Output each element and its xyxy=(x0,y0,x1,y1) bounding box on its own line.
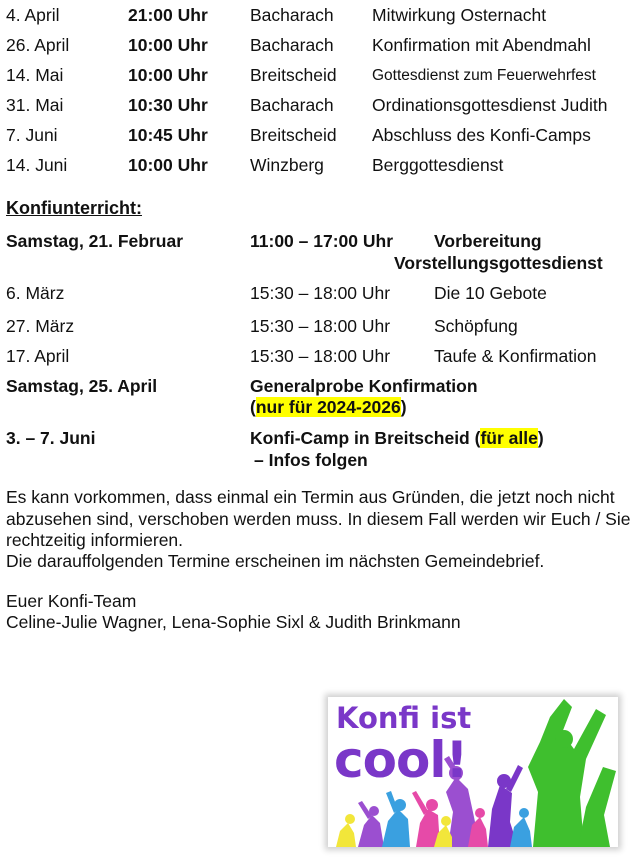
paren-open: ( xyxy=(250,397,256,417)
event-date: 26. April xyxy=(6,35,70,55)
highlight-nur-fuer: nur für 2024-2026 xyxy=(255,397,401,417)
event-time: 10:45 Uhr xyxy=(128,125,208,145)
unterricht-time: 15:30 – 18:00 Uhr xyxy=(250,346,391,366)
unterricht-description: Schöpfung xyxy=(434,316,518,336)
event-place: Winzberg xyxy=(250,155,324,175)
event-date: 31. Mai xyxy=(6,95,64,115)
event-date: 14. Juni xyxy=(6,155,68,175)
unterricht-date: 6. März xyxy=(6,283,65,303)
unterricht-description: Taufe & Konfirmation xyxy=(434,346,597,366)
notice-paragraph: Es kann vorkommen, dass einmal ein Termin aus Gründen, die jetzt noch nicht abzusehen sind, verschoben werden muss. In diesem Fall werden wir Euch / Sie rechtzeitig informieren. xyxy=(6,487,631,550)
signature-greeting: Euer Konfi-Team xyxy=(6,591,137,611)
unterricht-date: Samstag, 25. April xyxy=(6,376,158,396)
unterricht-description-line2: Vorstellungsgottesdienst xyxy=(394,253,603,273)
event-date: 7. Juni xyxy=(6,125,58,145)
event-time: 10:00 Uhr xyxy=(128,35,208,55)
unterricht-description: Vorbereitung xyxy=(434,231,542,251)
event-place: Bacharach xyxy=(250,95,334,115)
event-place: Breitscheid xyxy=(250,125,337,145)
unterricht-date: 3. – 7. Juni xyxy=(6,428,96,448)
logo-text-line2: cool! xyxy=(334,731,468,789)
event-time: 10:00 Uhr xyxy=(128,65,208,85)
unterricht-description: Generalprobe Konfirmation xyxy=(250,376,478,396)
event-description: Ordinationsgottesdienst Judith xyxy=(372,95,608,115)
unterricht-date: 27. März xyxy=(6,316,75,336)
unterricht-description xyxy=(250,428,544,448)
paren-close: ) xyxy=(537,428,544,448)
event-time: 10:00 Uhr xyxy=(128,155,208,175)
event-place: Bacharach xyxy=(250,35,334,55)
event-time: 10:30 Uhr xyxy=(128,95,208,115)
konfi-ist-cool-logo xyxy=(328,697,618,847)
event-description: Gottesdienst zum Feuerwehrfest xyxy=(372,67,596,84)
konfiunterricht-heading: Konfiunterricht: xyxy=(6,198,142,218)
paren-close: ) xyxy=(400,397,407,417)
unterricht-time: 15:30 – 18:00 Uhr xyxy=(250,283,391,303)
unterricht-time: 11:00 – 17:00 Uhr xyxy=(250,231,394,251)
unterricht-description: Die 10 Gebote xyxy=(434,283,547,303)
unterricht-date: 17. April xyxy=(6,346,70,366)
camp-text: Konfi-Camp in Breitscheid ( xyxy=(250,428,481,448)
unterricht-date: Samstag, 21. Februar xyxy=(6,231,184,251)
event-time: 21:00 Uhr xyxy=(128,5,208,25)
unterricht-description-line2: – Infos folgen xyxy=(254,450,368,470)
event-date: 4. April xyxy=(6,5,60,25)
unterricht-description-line2 xyxy=(250,397,407,417)
event-place: Breitscheid xyxy=(250,65,337,85)
event-description: Mitwirkung Osternacht xyxy=(372,5,547,25)
event-description: Abschluss des Konfi-Camps xyxy=(372,125,591,145)
event-date: 14. Mai xyxy=(6,65,64,85)
event-description: Berggottesdienst xyxy=(372,155,504,175)
event-description: Konfirmation mit Abendmahl xyxy=(372,35,591,55)
notice-next-dates: Die darauffolgenden Termine erscheinen im nächsten Gemeindebrief. xyxy=(6,551,545,571)
unterricht-time: 15:30 – 18:00 Uhr xyxy=(250,316,391,336)
highlight-fuer-alle: für alle xyxy=(480,428,538,448)
signature-names: Celine-Julie Wagner, Lena-Sophie Sixl & Judith Brinkmann xyxy=(6,612,461,632)
event-place: Bacharach xyxy=(250,5,334,25)
logo-text-line1: Konfi ist xyxy=(336,701,472,735)
